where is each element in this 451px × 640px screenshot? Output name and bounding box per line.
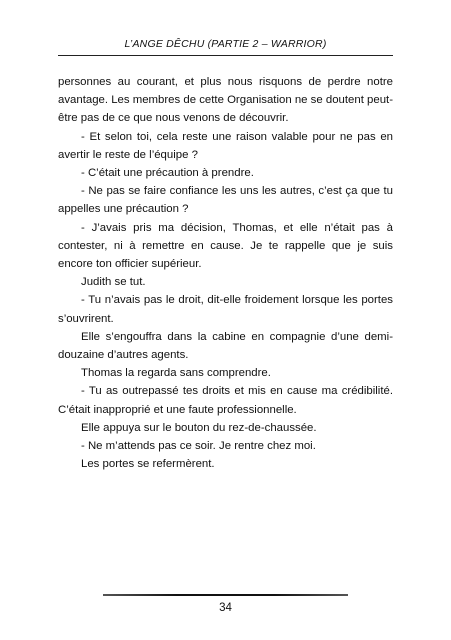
paragraph: - Ne pas se faire confiance les uns les autres, c’est ça que tu appelles une précaution ? (58, 185, 393, 216)
header-rule (58, 55, 393, 56)
paragraph: - Ne m’attends pas ce soir. Je rentre chez moi. (81, 440, 316, 453)
paragraph: Elle appuya sur le bouton du rez-de-chaussée. (81, 421, 317, 434)
footer-rule (103, 594, 348, 596)
paragraph: - Tu n’avais pas le droit, dit-elle froidement lorsque les portes s’ouvrirent. (58, 294, 393, 325)
paragraph: - Et selon toi, cela reste une raison valable pour ne pas en avertir le reste de l’équipe ? (58, 130, 393, 161)
page-number: 34 (219, 602, 232, 614)
paragraph: - Tu as outrepassé tes droits et mis en cause ma crédibilité. C’était inapproprié et une faute professionnelle. (58, 385, 393, 416)
paragraph: Elle s’engouffra dans la cabine en compagnie d’une demi-douzaine d’autres agents. (58, 330, 393, 362)
paragraph: Les portes se refermèrent. (81, 458, 215, 471)
paragraph: Thomas la regarda sans comprendre. (81, 367, 271, 380)
paragraph: - C’était une précaution à prendre. (81, 167, 254, 180)
running-header: L’ANGE DÊCHU (PARTIE 2 – WARRIOR) (124, 38, 327, 50)
paragraph: personnes au courant, et plus nous risquons de perdre notre avantage. Les membres de cette Organisation ne se doutent peut-être pas de ce que nous venons de découvrir. (58, 76, 393, 125)
page-body (58, 73, 393, 473)
paragraph: Judith se tut. (81, 276, 146, 289)
paragraph: - J’avais pris ma décision, Thomas, et elle n’était pas à contester, ni à remettre en cause. Je te rappelle que je suis encore ton officier supérieur. (58, 221, 393, 271)
